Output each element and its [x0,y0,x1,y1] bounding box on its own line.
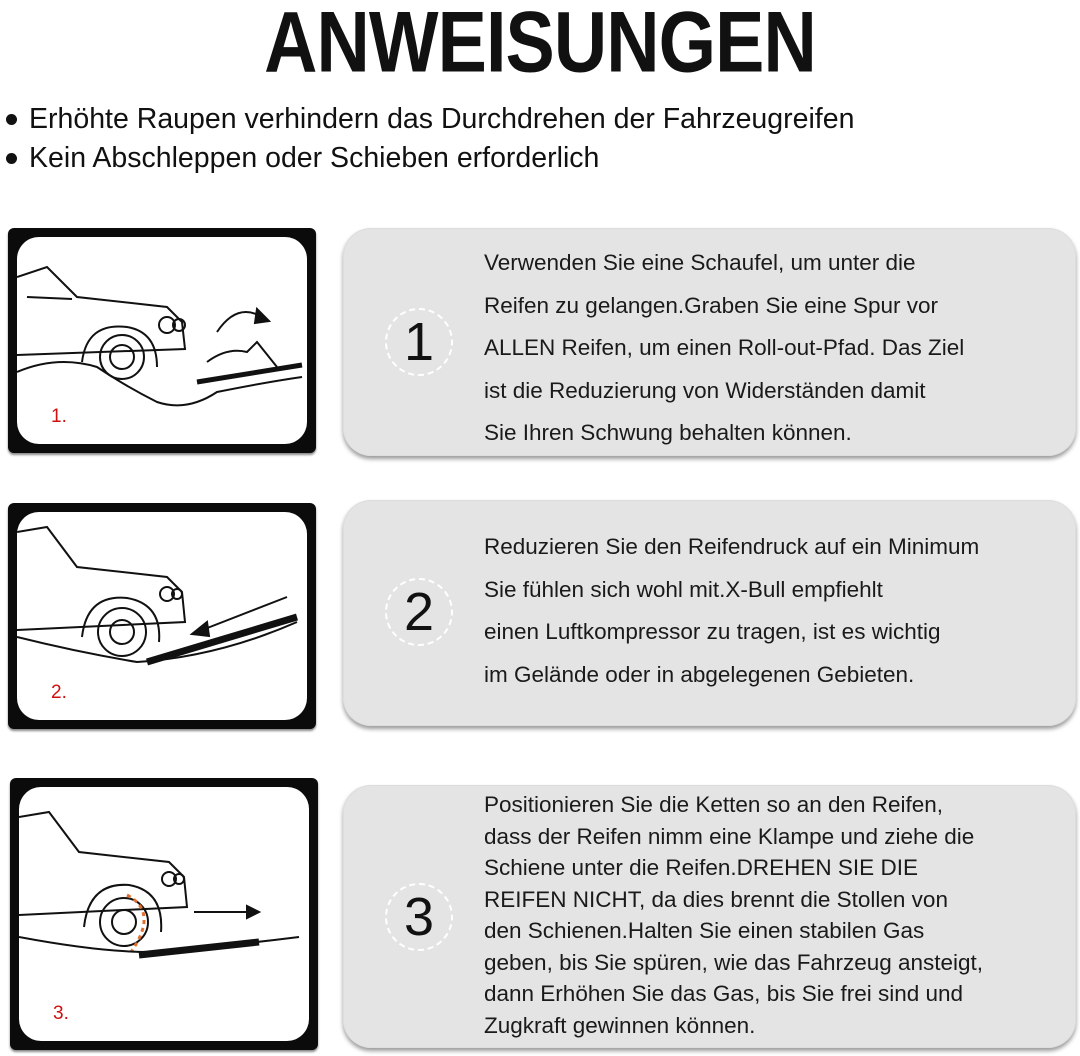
bullet-dot-icon [6,114,17,125]
step-number-badge: 3 [385,883,453,951]
text-line: Sie Ihren Schwung behalten können. [484,420,852,445]
step-image-label: 2. [51,682,67,703]
bullet-dot-icon [6,153,17,164]
text-line: einen Luftkompressor zu tragen, ist es wichtig [484,619,941,644]
bullet-item [6,139,854,178]
text-line: Reduzieren Sie den Reifendruck auf ein Minimum [484,534,980,559]
text-line: dann Erhöhen Sie das Gas, bis Sie frei sind und [484,981,964,1006]
text-line: im Gelände oder in abgelegenen Gebieten. [484,661,915,687]
text-line: Zugkraft gewinnen können. [484,1012,756,1038]
bullet-text: Erhöhte Raupen verhindern das Durchdrehen der Fahrzeugreifen [29,103,855,135]
step-1-illustration [8,228,316,453]
bullet-item [6,100,854,139]
text-line: Reifen zu gelangen.Graben Sie eine Spur vor [484,292,939,318]
step-1-card [343,228,1076,456]
text-line: Positionieren Sie die Ketten so an den Reifen, [484,792,944,817]
step-number-badge: 1 [385,308,453,376]
text-line: Sie fühlen sich wohl mit.X-Bull empfiehlt [484,576,883,602]
step-image-label: 3. [53,1003,69,1024]
text-line: geben, bis Sie spüren, wie das Fahrzeug ansteigt, [484,949,984,975]
step-2-text [484,526,979,696]
page-title: ANWEISUNGEN [264,0,816,91]
text-line: dass der Reifen nimm eine Klampe und ziehe die [484,823,975,849]
text-line: den Schienen.Halten Sie einen stabilen Gas [484,918,925,943]
step-3-text [484,789,983,1041]
text-line: ist die Reduzierung von Widerständen damit [484,377,926,403]
step-image-label: 1. [51,406,67,427]
step-3-card [343,785,1076,1048]
step-1-text [484,242,964,455]
text-line: Verwenden Sie eine Schaufel, um unter die [484,250,916,275]
feature-bullets [6,100,854,178]
step-number-badge: 2 [385,578,453,646]
text-line: Schiene unter die Reifen.DREHEN SIE DIE [484,855,918,880]
step-2-card [343,500,1076,726]
bullet-text: Kein Abschleppen oder Schieben erforderlich [29,142,600,174]
text-line: ALLEN Reifen, um einen Roll-out-Pfad. Das Ziel [484,335,965,360]
text-line: REIFEN NICHT, da dies brennt die Stollen von [484,886,948,912]
step-3-illustration [10,778,318,1050]
step-2-illustration [8,503,316,729]
